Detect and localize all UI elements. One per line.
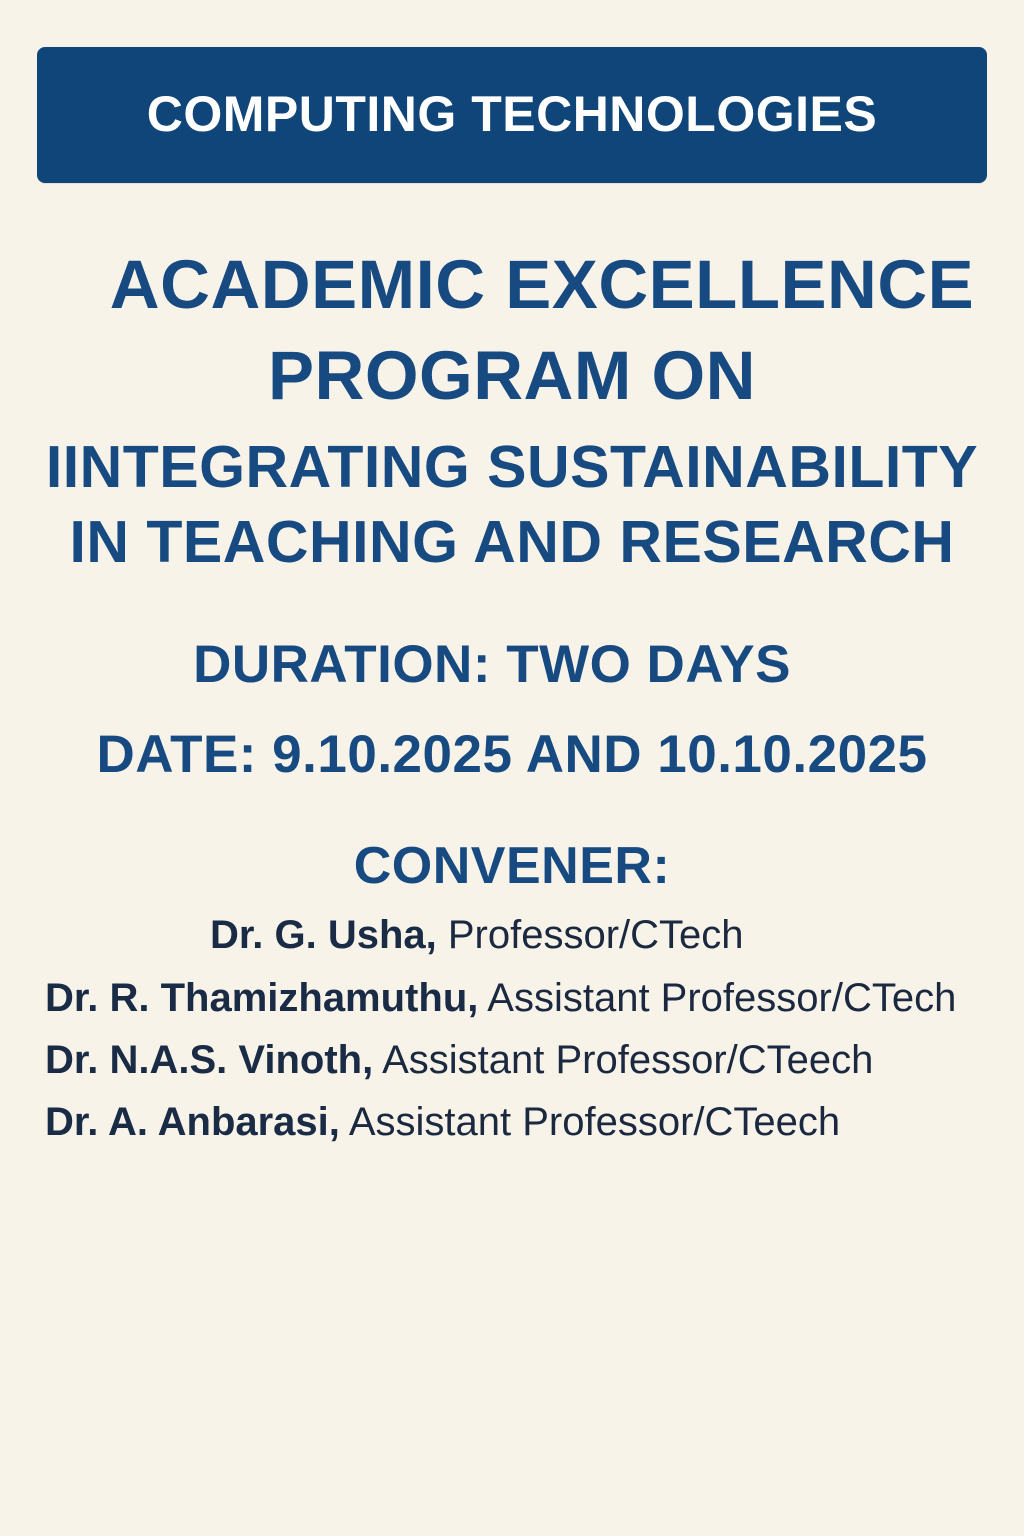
convener-heading: CONVENER: [353,837,671,895]
convener-name: Dr. A. Anbarasi, [45,1100,340,1144]
duration-text: DURATION: TWO DAYS [193,635,791,694]
convener-role: Assistant Professor/CTech [478,976,957,1020]
convener-name: Dr. G. Usha, [210,913,437,957]
date-text: DATE: 9.10.2025 AND 10.10.2025 [96,725,928,784]
department-title: COMPUTING TECHNOLOGIES [146,86,878,142]
program-topic-line-2: IN TEACHING AND RESEARCH [69,509,955,575]
program-topic-line-1: IINTEGRATING SUSTAINABILITY [45,434,979,500]
convener-member [210,915,744,955]
convener-role: Assistant Professor/CTeech [373,1038,874,1082]
program-title-line-1: ACADEMIC EXCELLENCE [109,246,975,323]
convener-member [45,1102,840,1142]
program-title-line-2: PROGRAM ON [268,337,756,414]
convener-role: Assistant Professor/CTeech [339,1100,841,1144]
convener-role: Professor/CTech [436,913,744,957]
convener-name: Dr. R. Thamizhamuthu, [45,976,479,1020]
convener-name: Dr. N.A.S. Vinoth, [45,1038,374,1082]
convener-member [45,978,956,1018]
convener-member [45,1040,873,1080]
department-banner [37,47,987,183]
